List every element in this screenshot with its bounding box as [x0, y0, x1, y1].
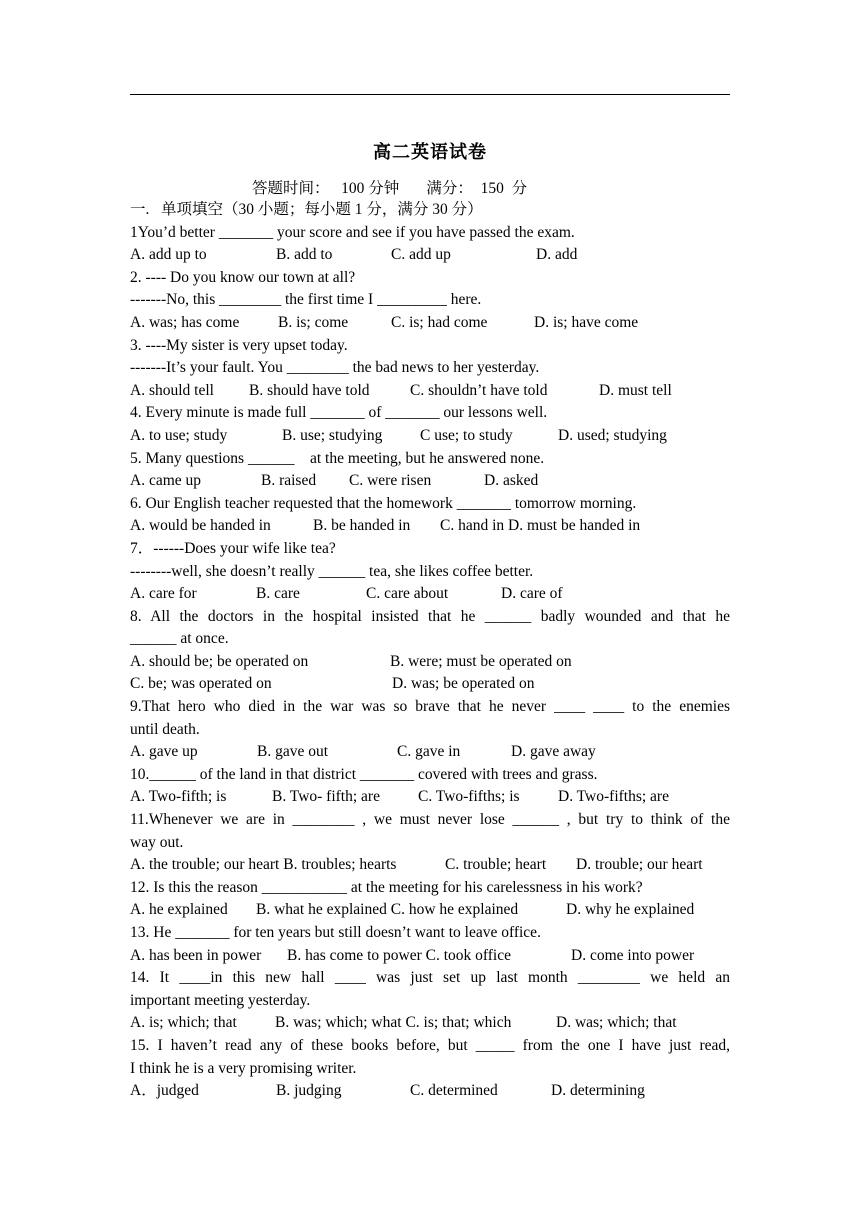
section-heading: 一. 单项填空（30 小题；每小题 1 分，满分 30 分） [130, 201, 483, 218]
option: C. were risen [349, 472, 432, 490]
options-row [130, 673, 730, 696]
option: D. asked [484, 472, 539, 490]
option: A. Two-fifth; is [130, 788, 227, 806]
question-stem: until death. [130, 720, 200, 738]
option: B. add to [276, 246, 333, 264]
options-row [130, 786, 730, 809]
options-row [130, 244, 730, 267]
option: A. is; which; that [130, 1014, 237, 1032]
exam-meta: 答题时间： 100 分钟 满分： 150 分 [252, 180, 528, 197]
option: C. gave in [397, 743, 461, 761]
option: D. was; be operated on [392, 675, 535, 693]
option: C. be; was operated on [130, 675, 272, 693]
option: B. raised [261, 472, 317, 490]
question-stem: --------well, she doesn’t really ______ tea, she likes coffee better. [130, 562, 534, 580]
question-stem: 6. Our English teacher requested that the homework _______ tomorrow morning. [130, 494, 637, 512]
option: C. Two-fifths; is [418, 788, 520, 806]
option: B. was; which; what C. is; that; which [275, 1014, 512, 1032]
option: B. Two- fifth; are [272, 788, 380, 806]
options-row [130, 515, 730, 538]
option: C. trouble; heart [445, 856, 547, 874]
option: D. come into power [571, 946, 695, 964]
option: D. must tell [599, 381, 672, 399]
question-stem: 1You’d better _______ your score and see if you have passed the exam. [130, 223, 575, 241]
option: D. trouble; our heart [576, 856, 703, 874]
option: C. add up [391, 246, 451, 264]
options-row [130, 1012, 730, 1035]
option: A. should be; be operated on [130, 652, 309, 670]
question-stem: 8. All the doctors in the hospital insisted that he ______ badly wounded and that he [130, 607, 730, 625]
options-row [130, 470, 730, 493]
option: B. is; come [278, 313, 349, 331]
option: A. would be handed in [130, 517, 271, 535]
question-stem: 4. Every minute is made full _______ of _______ our lessons well. [130, 404, 548, 422]
options-row [130, 312, 730, 335]
question-stem: ______ at once. [130, 630, 229, 648]
option: B. should have told [249, 381, 370, 399]
question-stem: 10.______ of the land in that district _______ covered with trees and grass. [130, 765, 598, 783]
option: B. use; studying [282, 426, 383, 444]
options-row [130, 741, 730, 764]
question-stem: -------It’s your fault. You ________ the bad news to her yesterday. [130, 359, 540, 377]
question-stem: important meeting yesterday. [130, 991, 311, 1009]
option: D. is; have come [534, 313, 639, 331]
header-rule [130, 94, 730, 95]
options-row [130, 1080, 730, 1103]
options-row [130, 583, 730, 606]
options-row [130, 651, 730, 674]
question-stem: 14. It ____in this new hall ____ was just set up last month ________ we held an [130, 969, 730, 987]
option: D. Two-fifths; are [558, 788, 669, 806]
option: A. care for [130, 585, 197, 603]
option: B. were; must be operated on [390, 652, 572, 670]
option: C. is; had come [391, 313, 488, 331]
option: B. has come to power C. took office [287, 946, 511, 964]
question-stem: 11.Whenever we are in ________ , we must never lose ______ , but try to think of the [130, 811, 730, 829]
question-stem: I think he is a very promising writer. [130, 1059, 357, 1077]
option: D. was; which; that [556, 1014, 677, 1032]
options-row [130, 945, 730, 968]
option: D. used; studying [558, 426, 667, 444]
option: A．judged [130, 1082, 199, 1100]
question-stem: 7．------Does your wife like tea? [130, 539, 336, 557]
option: A. should tell [130, 381, 214, 399]
option: A. add up to [130, 246, 207, 264]
option: C. shouldn’t have told [410, 381, 548, 399]
option: A. came up [130, 472, 202, 490]
option: B. be handed in [313, 517, 411, 535]
question-stem: 5. Many questions ______ at the meeting, but he answered none. [130, 449, 545, 467]
options-row [130, 854, 730, 877]
option: D. care of [501, 585, 563, 603]
option: D. add [536, 246, 578, 264]
question-stem: 2. ---- Do you know our town at all? [130, 268, 356, 286]
option: A. has been in power [130, 946, 262, 964]
options-row [130, 899, 730, 922]
option: B. judging [276, 1082, 342, 1100]
question-stem: 12. Is this the reason ___________ at the meeting for his carelessness in his work? [130, 878, 643, 896]
options-row [130, 425, 730, 448]
option: A. he explained [130, 901, 228, 919]
option: B. gave out [257, 743, 329, 761]
option: D. why he explained [566, 901, 695, 919]
option: A. was; has come [130, 313, 240, 331]
option: C. determined [410, 1082, 498, 1100]
option: B. what he explained C. how he explained [256, 901, 519, 919]
option: B. care [256, 585, 300, 603]
question-stem: 15. I haven’t read any of these books before, but _____ from the one I have just read, [130, 1036, 730, 1054]
question-stem: -------No, this ________ the first time I _________ here. [130, 291, 482, 309]
option: A. the trouble; our heart B. troubles; hearts [130, 856, 397, 874]
question-stem: 9.That hero who died in the war was so brave that he never ____ ____ to the enemies [130, 698, 730, 716]
option: D. determining [551, 1082, 645, 1100]
page-title: 高二英语试卷 [373, 142, 487, 162]
question-list [130, 199, 730, 1103]
option: C. hand in D. must be handed in [440, 517, 641, 535]
question-stem: 13. He _______ for ten years but still doesn’t want to leave office. [130, 924, 541, 941]
option: A. to use; study [130, 426, 228, 444]
option: C. care about [366, 585, 449, 603]
option: A. gave up [130, 743, 198, 761]
option: C use; to study [420, 426, 513, 444]
question-stem: way out. [130, 833, 184, 851]
option: D. gave away [511, 743, 596, 761]
options-row [130, 380, 730, 403]
question-stem: 3. ----My sister is very upset today. [130, 336, 348, 354]
